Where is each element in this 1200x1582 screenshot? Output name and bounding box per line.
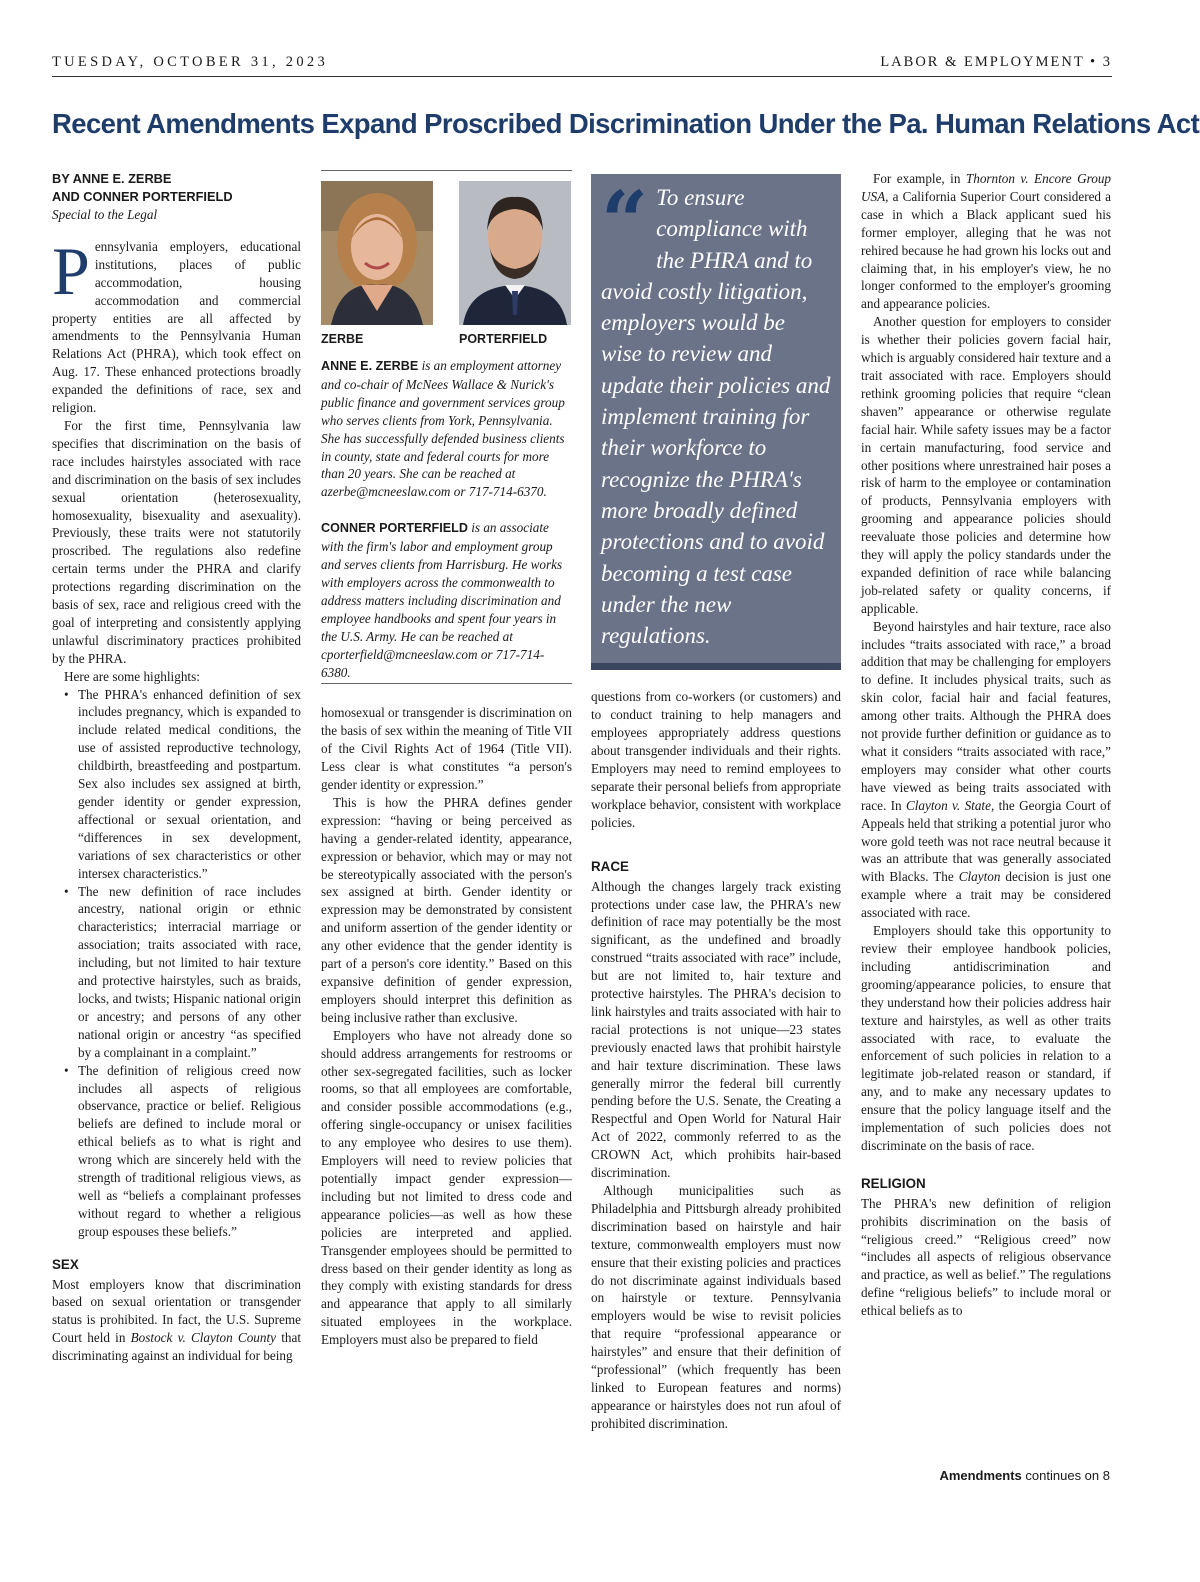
porterfield-photo xyxy=(459,181,571,325)
section-label: LABOR & EMPLOYMENT • 3 xyxy=(880,54,1112,70)
byline xyxy=(52,170,301,206)
zerbe-photo xyxy=(321,181,433,325)
author-name: CONNER PORTERFIELD xyxy=(321,521,468,536)
author-bio-porterfield xyxy=(321,519,572,681)
byline-special: Special to the Legal xyxy=(52,207,158,222)
photo-caption-zerbe: ZERBE xyxy=(321,332,364,346)
paragraph-text: a California Superior Court considered a case in which a Black applicant sued his former employer, alleging that he was not rehired because he had grown his locks out and claiming that, in his employer's view, he no longer conformed to the employer's grooming and appearance policies. xyxy=(861,188,1112,312)
continuation-note[interactable] xyxy=(939,1468,1110,1483)
column-2 xyxy=(321,170,572,1349)
list-item: • The new definition of race includes ancestry, national origin or ethnic characteristics; interracial marriage or association; traits associated with race, including, but not limited to hair texture and protective hairstyles, such as braids, locks, and twists; Hispanic national origin or ancestry; and persons of any other national origin or ancestry “as specified by a complainant in a complaint.” xyxy=(78,883,301,1062)
quote-mark-icon: “ xyxy=(601,174,649,270)
pull-quote-text: To ensure compliance with the PHRA and to avoid costly litigation, employers would be wise to review and update their policies and implement training for their workforce to recognize the PHRA's more broadly defined protections and to avoid becoming a test case under the new regulations. xyxy=(601,185,831,649)
paragraph: The PHRA's new definition of religion prohibits discrimination on the basis of “religious creed.” “Religious creed” now “includes all aspects of religious observance and practice, as well as belief.” The regulations define “religious beliefs” to include moral or ethical beliefs as to xyxy=(861,1195,1111,1319)
paragraph-text: Most employers know that discrimination based on sexual orientation or transgender status is prohibited. In fact, the U.S. Supreme Court held in xyxy=(52,1276,301,1346)
continuation-text: continues on 8 xyxy=(1025,1468,1110,1483)
list-item: • The definition of religious creed now includes all aspects of religious observance, practice or belief. Religious beliefs are defined to include moral or ethical beliefs as to what is right and wrong which are sincerely held with the strength of traditional religious views, as well as “beliefs a complainant professes without regard to whether a religious group espouses these beliefs.” xyxy=(78,1062,301,1241)
column-1 xyxy=(52,170,301,1365)
issue-date: TUESDAY, OCTOBER 31, 2023 xyxy=(52,54,328,70)
photo-caption-porterfield: PORTERFIELD xyxy=(459,332,548,346)
article-headline: Recent Amendments Expand Proscribed Discrimination Under the Pa. Human Relations Act xyxy=(52,108,1200,139)
paragraph xyxy=(861,618,1111,922)
column-4 xyxy=(861,170,1111,1320)
case-name: Bostock v. Clayton County xyxy=(130,1330,277,1346)
paragraph: Although municipalities such as Philadelphia and Pittsburgh already prohibited discrimination based on hairstyle and hair texture, commonwealth employers must now ensure that their existing policies and practices do not discriminate against individuals based on hairstyle or texture. Pennsylvania employers would be wise to revisit policies that require “professional appearance or hairstyles” and ensure that their definition of “professional” (which frequently has been linked to European features and norms) appearance or hairstyles does not run afoul of prohibited discrimination. xyxy=(591,1183,841,1431)
author-name: ANNE E. ZERBE xyxy=(321,359,419,373)
lead-text: ennsylvania employers, educational institutions, places of public accommodation, housing accommodation and commercial property entities are all affected by amendments to the Pennsylvania Human Relations Act (PHRA), which took effect on Aug. 17. These enhanced protections broadly expanded the definitions of race, sex and religion. xyxy=(52,238,301,416)
case-name: Thornton v. Encore Group USA, xyxy=(861,171,1112,204)
paragraph: Although the changes largely track existing protections under case law, the PHRA's new definition of race may potentially be the most significant, as the undefined and broadly construed “traits associated with race” include, but are not limited to, hair texture and protective hairstyles. The PHRA's decision to link hairstyles and traits associated with hair to racial protections is not unique—23 states previously enacted laws that prohibit hairstyle and hair texture discrimination. These laws generally mirror the federal bill currently pending before the U.S. Senate, the Creating a Respectful and Open World for Natural Hair Act of 2022, commonly referred to as the CROWN Act, which prohibits hair-based discrimination. xyxy=(591,878,841,1181)
paragraph xyxy=(861,170,1111,313)
page-header xyxy=(52,52,1112,77)
section-heading-religion: RELIGION xyxy=(861,1175,926,1191)
paragraph xyxy=(52,1276,301,1366)
case-name: Clayton xyxy=(958,869,1001,885)
paragraph-text: For example, in xyxy=(873,171,961,186)
paragraph: questions from co-workers (or customers) and to conduct training to help managers and employees appropriately address questions about transgender individuals and their rights. Employers may need to remind employees to separate their personal beliefs from appropriate workplace behavior, consistent with workplace policies. xyxy=(591,689,841,830)
paragraph: homosexual or transgender is discrimination on the basis of sex within the meaning of Title VII of the Civil Rights Act of 1964 (Title VII). Less clear is what constitutes “a person's gender identity or expression.” xyxy=(321,705,572,793)
paragraph-text: Beyond hairstyles and hair texture, race also includes “traits associated with race,” a broad addition that may be challenging for employers to define. It includes physical traits, such as skin color, facial hair and facial features, among other traits. Although the PHRA does not provide further definition or guidance as to what it considers “traits associated with race,” employers may consider what other courts have viewed as being traits associated with race. In xyxy=(861,618,1111,813)
paragraph-text: decision is just one example where a trait may be considered associated with race. xyxy=(861,869,1112,921)
paragraph: Another question for employers to consider is whether their policies govern facial hair, which is arguably considered hair texture and a trait associated with race. Employers should rethink grooming policies that require “clean shaven” appearance or otherwise regulate facial hair. While safety issues may be a factor in certain manufacturing, food service and other positions where unrestrained hair poses a risk of harm to the employee or contamination of products, Pennsylvania employers with grooming and appearance policies should reevaluate those policies and determine how they will apply the policy standards under the expanded definition of race while balancing job-related safety or quality concerns, if applicable. xyxy=(861,314,1111,616)
byline-line-1: BY ANNE E. ZERBE xyxy=(52,171,172,186)
byline-line-2: AND CONNER PORTERFIELD xyxy=(52,189,233,204)
author-bio-zerbe xyxy=(321,357,572,501)
author-photos xyxy=(321,170,572,346)
paragraph-text: the Georgia Court of Appeals held that striking a potential juror who wore gold teeth was not race neutral because it was an attribute that was generally associated with Blacks. The xyxy=(861,797,1112,885)
paragraph: Employers should take this opportunity to review their employee handbook policies, including antidiscrimination and grooming/appearance policies, to ensure that they understand how their policies address hair texture and hairstyles, as well as other traits associated with race, to evaluate the enforcement of such policies in relation to a legitimate job-related reason or standard, if any, and to make any necessary updates to ensure that the policy language itself and the implementation of such policies does not discriminate on the basis of race. xyxy=(861,923,1111,1153)
paragraph: Employers who have not already done so should address arrangements for restrooms or other sex-segregated facilities, such as locker rooms, so that all employees are comfortable, and consider possible accommodations (e.g., offering single-occupancy or unisex facilities to any employee who desires to use them). Employers will need to review policies that potentially impact gender expression—including but not limited to dress code and appearance policies—as well as how these policies are interpreted and applied. Transgender employees should be permitted to dress based on their gender identity as long as they comply with existing standards for dress and appearance that apply to all similarly situated employees in the workplace. Employers must also be prepared to field xyxy=(321,1027,572,1348)
paragraph: Here are some highlights: xyxy=(64,668,200,684)
column-3 xyxy=(591,174,841,1433)
list-item: • The PHRA's enhanced definition of sex includes pregnancy, which is expanded to include related medical conditions, the use of assisted reproductive technology, childbirth, breastfeeding and postpartum. Sex also includes sex assigned at birth, gender identity or gender expression, affectional or sexual orientation, and “differences in sex development, variations of sex characteristics or other intersex characteristics.” xyxy=(78,686,301,883)
section-heading-sex: SEX xyxy=(52,1256,79,1272)
bio-text: is an employment attorney and co-chair of McNees Wallace & Nurick's public finance and government services group who serves clients from York, Pennsylvania. She has successfully defended business clients in county, state and federal courts for more than 20 years. She can be reached at azerbe@mcneeslaw.com or 717-714-6370. xyxy=(321,358,565,500)
lead-paragraph xyxy=(52,232,301,417)
drop-cap: P xyxy=(52,232,90,309)
continuation-keyword: Amendments xyxy=(939,1468,1022,1483)
bio-text: is an associate with the firm's labor and employment group and serves clients from Harrisburg. He works with employers across the commonwealth to address matters including discrimination and employee handbooks and spent four years in the U.S. Army. He can be reached at cporterfield@mcneeslaw.com or 717-714-6380. xyxy=(321,520,563,680)
highlights-list xyxy=(52,686,301,1241)
paragraph-text: that discriminating against an individual for being xyxy=(52,1330,301,1364)
paragraph: For the first time, Pennsylvania law specifies that discrimination on the basis of race includes hairstyles associated with race and discrimination on the basis of sex includes sexual orientation (heterosexuality, homosexuality, bisexuality and asexuality). Previously, these traits were not statutorily proscribed. The regulations also redefine certain terms under the PHRA and clarify protections regarding discrimination on the basis of sex, race and religious creed with the goal of interpreting and consistently applying unlawful discriminatory practices prohibited by the PHRA. xyxy=(52,417,301,666)
paragraph: This is how the PHRA defines gender expression: “having or being perceived as having a gender-related identity, appearance, expression or behavior, which may or may not be stereotypically associated with the person's sex assigned at birth. Gender identity or expression may be demonstrated by consistent and uniform assertion of the gender identity or any other evidence that the gender identity is part of a person's core identity.” Based on this expansive definition of gender expression, employers should interpret this definition as being inclusive rather than exclusive. xyxy=(321,794,572,1025)
pull-quote xyxy=(591,174,841,670)
section-heading-race: RACE xyxy=(591,858,629,874)
case-name: Clayton v. State, xyxy=(905,797,995,813)
